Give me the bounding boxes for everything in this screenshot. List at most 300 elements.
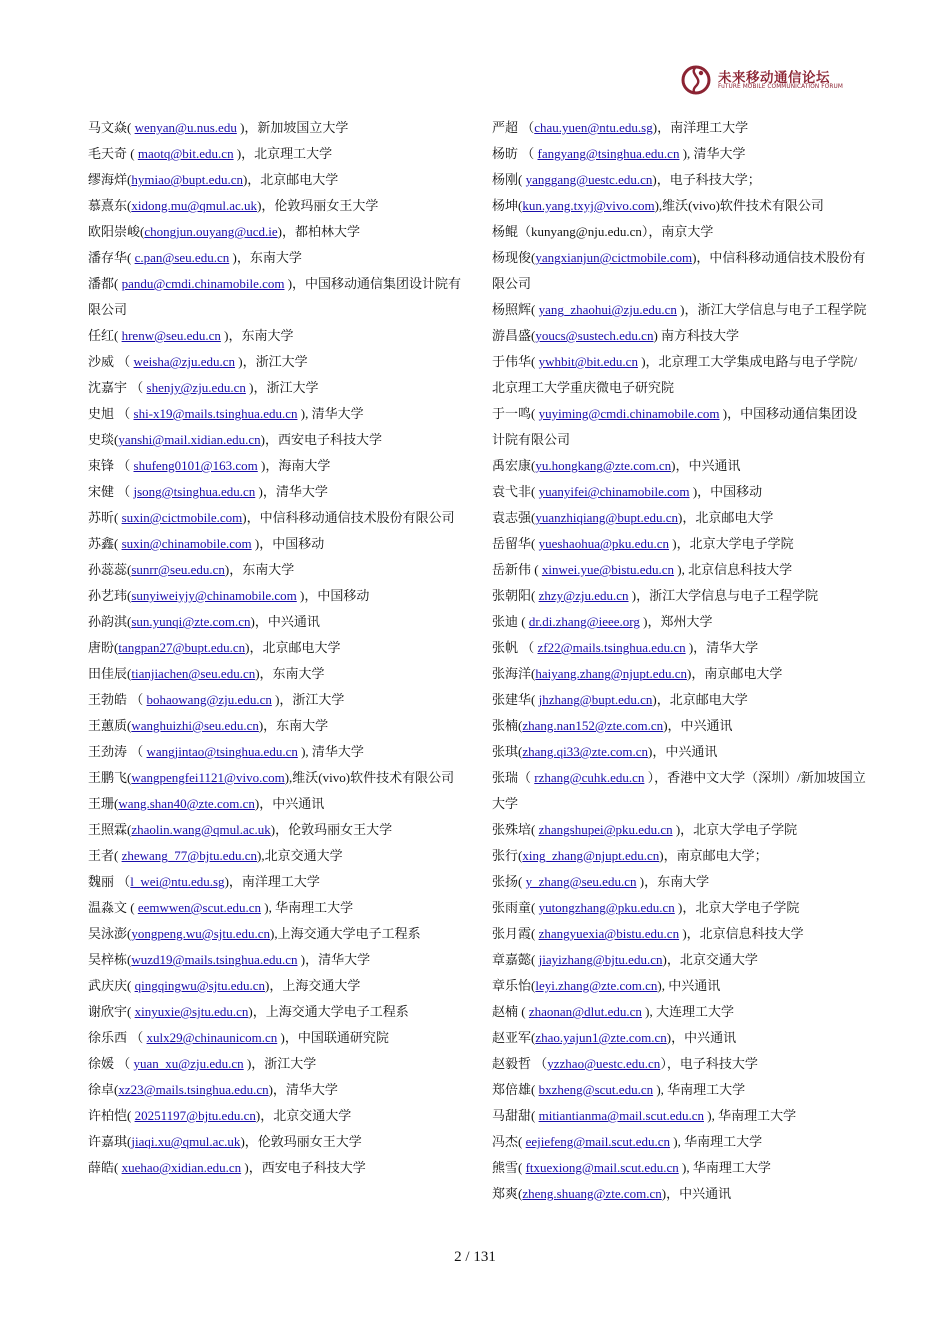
contact-name: 沙威 （ — [88, 354, 134, 369]
email-link[interactable]: wang.shan40@zte.com.cn — [118, 796, 255, 811]
contact-entry — [492, 999, 870, 1025]
contact-affiliation: ),维沃(vivo)软件技术有限公司 — [654, 198, 824, 213]
contact-name: 徐卓( — [88, 1082, 119, 1097]
email-link[interactable]: fangyang@tsinghua.edu.cn — [537, 146, 680, 161]
forum-logo-icon — [680, 64, 714, 98]
email-link[interactable]: yangxianjun@cictmobile.com — [535, 250, 693, 265]
contact-affiliation: ), 中兴通讯 — [657, 978, 721, 993]
email-link[interactable]: xinwei.yue@bistu.edu.cn — [541, 562, 675, 577]
contact-affiliation: )，电子科技大学； — [652, 172, 761, 187]
contact-affiliation: )，新加坡国立大学 — [236, 120, 349, 135]
contact-name: 张琪( — [492, 744, 523, 759]
email-link[interactable]: 20251197@bjtu.edu.cn — [134, 1108, 256, 1123]
contact-entry — [492, 219, 870, 245]
email-link[interactable]: tangpan27@bupt.edu.cn — [118, 640, 246, 655]
contact-entry — [88, 661, 466, 687]
email-link[interactable]: zhang.nan152@zte.com.cn — [522, 718, 664, 733]
contact-entry — [88, 765, 466, 791]
contact-name: 王蕙质( — [88, 718, 132, 733]
contact-affiliation: )，中兴通讯 — [254, 796, 325, 811]
contact-name: 岳新伟 ( — [492, 562, 542, 577]
contact-entry — [492, 635, 870, 661]
contact-entry — [492, 323, 870, 349]
email-link[interactable]: xidong.mu@qmul.ac.uk — [131, 198, 258, 213]
contact-affiliation: ), 清华大学 — [297, 744, 364, 759]
contact-entry — [492, 245, 870, 297]
contact-affiliation: )，东南大学 — [636, 874, 710, 889]
contact-name: 张瑞（ — [492, 770, 535, 785]
contact-name: 郑爽( — [492, 1186, 523, 1201]
email-link[interactable]: chongjun.ouyang@ucd.ie — [144, 224, 278, 239]
contact-entry — [88, 141, 466, 167]
contact-affiliation: )，清华大学 — [255, 484, 328, 499]
contact-name: 杨刚( — [492, 172, 526, 187]
contact-name: 孙韵淇( — [88, 614, 132, 629]
contact-entry — [88, 947, 466, 973]
contact-name: 武庆庆( — [88, 978, 135, 993]
email-link[interactable]: wuzd19@mails.tsinghua.edu.cn — [131, 952, 298, 967]
contact-affiliation: )，西安电子科技大学 — [241, 1160, 366, 1175]
contact-affiliation: )，上海交通大学电子工程系 — [248, 1004, 409, 1019]
contact-entry — [492, 1051, 870, 1077]
email-link[interactable]: zhangyuexia@bistu.edu.cn — [538, 926, 680, 941]
contact-name: 赵亚军( — [492, 1030, 536, 1045]
contact-affiliation: )，中兴通讯 — [671, 458, 741, 473]
contact-affiliation: )，浙江大学 — [245, 380, 319, 395]
email-link[interactable]: zhangshupei@pku.edu.cn — [538, 822, 673, 837]
email-link[interactable]: yang_zhaohui@zju.edu.cn — [538, 302, 677, 317]
contact-affiliation: )，东南大学 — [258, 718, 329, 733]
email-link[interactable]: tianjiachen@seu.edu.cn — [131, 666, 256, 681]
contact-name: 章嘉懿( — [492, 952, 539, 967]
contact-name: 赵楠 ( — [492, 1004, 529, 1019]
email-link[interactable]: y_zhang@seu.edu.cn — [525, 874, 637, 889]
contact-affiliation: )，北京理工大学集成电路与电子学院/北京理工大学重庆微电子研究院 — [492, 354, 858, 395]
email-link[interactable]: suxin@chinamobile.com — [121, 536, 252, 551]
contact-name: 王者( — [88, 848, 122, 863]
email-link[interactable]: yuyiming@cmdi.chinamobile.com — [538, 406, 720, 421]
contact-affiliation: )，伦敦玛丽女王大学 — [240, 1134, 362, 1149]
contact-entry — [88, 999, 466, 1025]
contact-entry — [492, 895, 870, 921]
contact-affiliation: )，北京邮电大学 — [242, 172, 339, 187]
email-link[interactable]: zhzy@zju.edu.cn — [538, 588, 629, 603]
contact-affiliation: )，南洋理工大学 — [652, 120, 749, 135]
contact-affiliation: )，上海交通大学 — [265, 978, 361, 993]
contact-affiliation: ), 北京信息科技大学 — [674, 562, 793, 577]
contact-entry — [492, 1181, 870, 1207]
contact-list-right — [492, 115, 870, 1207]
email-link[interactable]: zhao.yajun1@zte.com.cn — [535, 1030, 667, 1045]
contact-name: 袁志强( — [492, 510, 536, 525]
contact-affiliation: )，清华大学 — [268, 1082, 338, 1097]
contact-affiliation: )，海南大学 — [257, 458, 331, 473]
contact-affiliation: )，浙江大学信息与电子工程学院 — [676, 302, 867, 317]
contact-entry — [492, 531, 870, 557]
contact-affiliation: ），香港中文大学（深圳）/新加坡国立大学 — [492, 770, 866, 811]
email-link[interactable]: wangpengfei1121@vivo.com — [131, 770, 285, 785]
contact-name: 杨昉 （ — [492, 146, 538, 161]
email-link[interactable]: yongpeng.wu@sjtu.edu.cn — [131, 926, 271, 941]
contact-entry — [88, 869, 466, 895]
contact-name: 温淼文 ( — [88, 900, 138, 915]
contact-name: 潘存华( — [88, 250, 135, 265]
email-link[interactable]: jhzhang@bupt.edu.cn — [538, 692, 653, 707]
email-link[interactable]: xinyuxie@sjtu.edu.cn — [134, 1004, 249, 1019]
contact-entry — [492, 479, 870, 505]
contact-name: 杨坤( — [492, 198, 523, 213]
email-link[interactable]: yuanzhiqiang@bupt.edu.cn — [535, 510, 679, 525]
email-link[interactable]: xulx29@chinaunicom.cn — [146, 1030, 278, 1045]
contact-name: 赵毅哲 （ — [492, 1056, 548, 1071]
contact-name: 史琰( — [88, 432, 119, 447]
email-link[interactable]: xz23@mails.tsinghua.edu.cn — [118, 1082, 269, 1097]
contact-name: 杨鲲（kunyang@nju.edu.cn），南京大学 — [492, 224, 714, 239]
page-number: 2 / 131 — [454, 1249, 496, 1265]
contact-name: 游昌盛( — [492, 328, 536, 343]
contact-affiliation: )，清华大学 — [685, 640, 759, 655]
contact-name: 徐媛 （ — [88, 1056, 134, 1071]
contact-affiliation: )，北京邮电大学 — [678, 510, 774, 525]
contact-entry — [492, 557, 870, 583]
email-link[interactable]: ftxuexiong@mail.scut.edu.cn — [525, 1160, 679, 1175]
contact-name: 马文焱( — [88, 120, 135, 135]
email-link[interactable]: zheng.shuang@zte.com.cn — [522, 1186, 662, 1201]
contact-entry — [492, 843, 870, 869]
contact-affiliation: ),上海交通大学电子工程系 — [270, 926, 421, 941]
contact-affiliation: ), 华南理工大学 — [261, 900, 354, 915]
contact-entry — [492, 687, 870, 713]
contact-name: 杨现俊( — [492, 250, 536, 265]
contact-name: 马甜甜( — [492, 1108, 539, 1123]
contact-name: 吴梓栋( — [88, 952, 132, 967]
contact-entry — [492, 713, 870, 739]
contact-name: 任红( — [88, 328, 122, 343]
contact-entry — [492, 973, 870, 999]
email-link[interactable]: yueshaohua@pku.edu.cn — [538, 536, 669, 551]
contact-entry — [492, 297, 870, 323]
contact-entry — [492, 765, 870, 817]
contact-name: 禹宏康( — [492, 458, 536, 473]
email-link[interactable]: yu.hongkang@zte.com.cn — [535, 458, 672, 473]
email-link[interactable]: hrenw@seu.edu.cn — [121, 328, 221, 343]
contact-entry — [88, 895, 466, 921]
email-link[interactable]: leyi.zhang@zte.com.cn — [535, 978, 658, 993]
contact-name: 袁弋非( — [492, 484, 539, 499]
contact-name: 张行( — [492, 848, 523, 863]
contact-name: 郑倍雄( — [492, 1082, 539, 1097]
contact-entry — [88, 479, 466, 505]
contact-affiliation: )，中国移动通信集团设计院有限公司 — [492, 406, 858, 447]
contact-entry — [88, 375, 466, 401]
email-link[interactable]: zf22@mails.tsinghua.edu.cn — [537, 640, 686, 655]
email-link[interactable]: youcs@sustech.edu.cn — [535, 328, 654, 343]
contact-entry — [492, 661, 870, 687]
contact-entry — [492, 115, 870, 141]
contact-name: 沈嘉宇 （ — [88, 380, 147, 395]
email-link[interactable]: jsong@tsinghua.edu.cn — [133, 484, 256, 499]
contact-name: 张海洋( — [492, 666, 536, 681]
contact-affiliation: )，都柏林大学 — [277, 224, 360, 239]
contact-entry — [88, 1129, 466, 1155]
email-link[interactable]: qingqingwu@sjtu.edu.cn — [134, 978, 265, 993]
contact-entry — [88, 349, 466, 375]
email-link[interactable]: jiayizhang@bjtu.edu.cn — [538, 952, 663, 967]
contact-affiliation: )，北京信息科技大学 — [679, 926, 804, 941]
email-link[interactable]: wanghuizhi@seu.edu.cn — [131, 718, 259, 733]
contact-entry — [492, 739, 870, 765]
contact-name: 严超 （ — [492, 120, 535, 135]
contact-affiliation: )，东南大学 — [255, 666, 325, 681]
contact-name: 张帆 （ — [492, 640, 538, 655]
contact-entry — [88, 453, 466, 479]
email-link[interactable]: shenjy@zju.edu.cn — [146, 380, 246, 395]
contact-affiliation: )，南洋理工大学 — [224, 874, 320, 889]
contact-affiliation: )，南京邮电大学 — [687, 666, 783, 681]
email-link[interactable]: bohaowang@zju.edu.cn — [146, 692, 272, 707]
email-link[interactable]: xing_zhang@njupt.edu.cn — [522, 848, 660, 863]
contact-name: 孙艺玮( — [88, 588, 132, 603]
email-link[interactable]: ywhbit@bit.edu.cn — [538, 354, 638, 369]
contact-entry — [88, 1051, 466, 1077]
contact-entry — [492, 1155, 870, 1181]
email-link[interactable]: jiaqi.xu@qmul.ac.uk — [131, 1134, 241, 1149]
contact-name: 许柏恺( — [88, 1108, 135, 1123]
contact-affiliation: ), 华南理工大学 — [678, 1160, 771, 1175]
email-link[interactable]: shi-x19@mails.tsinghua.edu.cn — [133, 406, 298, 421]
contact-entry — [88, 973, 466, 999]
contact-affiliation: )，中信科移动通信技术股份有限公司 — [242, 510, 455, 525]
contact-name: 张扬( — [492, 874, 526, 889]
contact-entry — [88, 843, 466, 869]
contact-name: 王劲涛 （ — [88, 744, 147, 759]
email-link[interactable]: eemwwen@scut.edu.cn — [137, 900, 261, 915]
email-link[interactable]: haiyang.zhang@njupt.edu.cn — [535, 666, 688, 681]
contact-name: 徐乐西 （ — [88, 1030, 147, 1045]
contact-entry — [88, 271, 466, 323]
contact-name: 魏丽 （ — [88, 874, 131, 889]
contact-affiliation: ），电子科技大学 — [660, 1056, 758, 1071]
contact-name: 田佳辰( — [88, 666, 132, 681]
email-link[interactable]: c.pan@seu.edu.cn — [134, 250, 230, 265]
contact-name: 张建华( — [492, 692, 539, 707]
email-link[interactable]: maotq@bit.edu.cn — [137, 146, 234, 161]
contact-entry — [492, 583, 870, 609]
email-link[interactable]: weisha@zju.edu.cn — [133, 354, 236, 369]
contact-name: 王勃皓 （ — [88, 692, 147, 707]
contact-name: 欧阳崇峻( — [88, 224, 145, 239]
contact-entry — [492, 921, 870, 947]
contact-affiliation: ), 大连理工大学 — [641, 1004, 734, 1019]
contact-entry — [88, 427, 466, 453]
email-link[interactable]: zhang.qi33@zte.com.cn — [522, 744, 649, 759]
contact-affiliation: ),维沃(vivo)软件技术有限公司 — [284, 770, 455, 785]
forum-logo — [680, 64, 850, 98]
contact-entry — [88, 245, 466, 271]
email-link[interactable]: wenyan@u.nus.edu — [134, 120, 237, 135]
contact-name: 章乐怡( — [492, 978, 536, 993]
email-link[interactable]: shufeng0101@163.com — [133, 458, 258, 473]
contact-entry — [88, 1103, 466, 1129]
contact-affiliation: )，东南大学 — [220, 328, 294, 343]
contact-entry — [492, 817, 870, 843]
contact-entry — [88, 583, 466, 609]
contact-entry — [492, 141, 870, 167]
contact-name: 王珊( — [88, 796, 119, 811]
email-link[interactable]: mitiantianma@mail.scut.edu.cn — [538, 1108, 704, 1123]
contact-name: 王照霖( — [88, 822, 132, 837]
contact-name: 张楠( — [492, 718, 523, 733]
contact-entry — [88, 115, 466, 141]
contact-affiliation: )，中国移动 — [689, 484, 763, 499]
email-link[interactable]: zhewang_77@bjtu.edu.cn — [121, 848, 258, 863]
contact-affiliation: ),北京交通大学 — [257, 848, 343, 863]
contact-affiliation: )，北京大学电子学院 — [674, 900, 800, 915]
contact-name: 孙蕊蕊( — [88, 562, 132, 577]
email-link[interactable]: l_wei@ntu.edu.sg — [130, 874, 225, 889]
contact-affiliation: )，中国移动通信集团设计院有限公司 — [88, 276, 462, 317]
contact-name: 熊雪( — [492, 1160, 526, 1175]
email-link[interactable]: hymiao@bupt.edu.cn — [131, 172, 243, 187]
email-link[interactable]: yanshi@mail.xidian.edu.cn — [118, 432, 261, 447]
contact-entry — [88, 687, 466, 713]
email-link[interactable]: chau.yuen@ntu.edu.sg — [534, 120, 653, 135]
contact-name: 毛天奇 ( — [88, 146, 138, 161]
contact-affiliation: )，浙江大学 — [235, 354, 308, 369]
contact-affiliation: )，中兴通讯 — [663, 718, 733, 733]
contact-name: 王鹏飞( — [88, 770, 132, 785]
email-link[interactable]: zhaolin.wang@qmul.ac.uk — [131, 822, 271, 837]
contact-entry — [88, 609, 466, 635]
contact-entry — [88, 635, 466, 661]
contact-name: 束锋 （ — [88, 458, 134, 473]
email-link[interactable]: xuehao@xidian.edu.cn — [121, 1160, 242, 1175]
contact-affiliation: )，西安电子科技大学 — [260, 432, 382, 447]
contact-affiliation: )，伦敦玛丽女王大学 — [270, 822, 393, 837]
contact-affiliation: )，中兴通讯 — [648, 744, 718, 759]
email-link[interactable]: rzhang@cuhk.edu.cn — [534, 770, 645, 785]
contact-name: 唐盼( — [88, 640, 119, 655]
contact-affiliation: )，中兴通讯 — [661, 1186, 732, 1201]
contact-name: 许嘉琪( — [88, 1134, 132, 1149]
contact-name: 于一鸣( — [492, 406, 539, 421]
contact-entry — [88, 505, 466, 531]
contact-name: 苏鑫( — [88, 536, 122, 551]
email-link[interactable]: pandu@cmdi.chinamobile.com — [121, 276, 285, 291]
contact-name: 薛皓( — [88, 1160, 122, 1175]
contact-affiliation: )，伦敦玛丽女王大学 — [257, 198, 379, 213]
email-link[interactable]: zhaonan@dlut.edu.cn — [528, 1004, 642, 1019]
contact-affiliation: )，中兴通讯 — [250, 614, 320, 629]
contact-entry — [88, 739, 466, 765]
contact-entry — [492, 1077, 870, 1103]
email-link[interactable]: kun.yang.txyj@vivo.com — [522, 198, 655, 213]
contact-affiliation: )，中信科移动通信技术股份有限公司 — [492, 250, 866, 291]
logo-english-text: FuTURE MOBILE COMMUNICATION FORUM — [718, 84, 843, 90]
contact-affiliation: ), 清华大学 — [297, 406, 364, 421]
email-link[interactable]: wangjintao@tsinghua.edu.cn — [146, 744, 298, 759]
contact-entry — [88, 1025, 466, 1051]
contact-affiliation: )，中兴通讯 — [666, 1030, 737, 1045]
contact-entry — [88, 817, 466, 843]
contact-entry — [492, 193, 870, 219]
email-link[interactable]: sun.yunqi@zte.com.cn — [131, 614, 251, 629]
contact-entry — [492, 167, 870, 193]
contact-affiliation: ), 华南理工大学 — [670, 1134, 763, 1149]
contact-entry — [492, 947, 870, 973]
contact-affiliation: )，北京交通大学 — [255, 1108, 352, 1123]
contact-name: 于伟华( — [492, 354, 539, 369]
contact-affiliation: ), 清华大学 — [679, 146, 746, 161]
contact-affiliation: )，北京大学电子学院 — [668, 536, 794, 551]
contact-name: 潘都( — [88, 276, 122, 291]
contact-entry — [492, 453, 870, 479]
contact-name: 张朝阳( — [492, 588, 539, 603]
contact-entry — [492, 401, 870, 453]
contact-affiliation: )，北京交通大学 — [662, 952, 758, 967]
email-link[interactable]: sunrr@seu.edu.cn — [131, 562, 225, 577]
contact-entry — [88, 219, 466, 245]
contact-list-left — [88, 115, 466, 1181]
contact-affiliation: )，浙江大学信息与电子工程学院 — [628, 588, 819, 603]
email-link[interactable]: dr.di.zhang@ieee.org — [528, 614, 640, 629]
email-link[interactable]: yuan_xu@zju.edu.cn — [133, 1056, 244, 1071]
contact-entry — [88, 401, 466, 427]
contact-entry — [88, 1077, 466, 1103]
contact-entry — [88, 791, 466, 817]
email-link[interactable]: bxzheng@scut.edu.cn — [538, 1082, 654, 1097]
contact-entry — [492, 869, 870, 895]
contact-name: 宋健 （ — [88, 484, 134, 499]
contact-affiliation: )，中国移动 — [296, 588, 370, 603]
contact-entry — [492, 609, 870, 635]
contact-affiliation: )，北京邮电大学 — [652, 692, 748, 707]
contact-affiliation: )，北京大学电子学院 — [672, 822, 798, 837]
email-link[interactable]: suxin@cictmobile.com — [121, 510, 243, 525]
contact-entry — [88, 713, 466, 739]
contact-name: 冯杰( — [492, 1134, 526, 1149]
contact-affiliation: )，北京理工大学 — [233, 146, 333, 161]
contact-entry — [492, 1129, 870, 1155]
logo-chinese-text: 未来移动通信论坛 — [718, 70, 830, 86]
contact-affiliation: ), 华南理工大学 — [704, 1108, 797, 1123]
contact-affiliation: )，东南大学 — [229, 250, 302, 265]
contact-affiliation: ), 华南理工大学 — [653, 1082, 746, 1097]
contact-affiliation: )，北京邮电大学 — [245, 640, 341, 655]
contact-affiliation: )，南京邮电大学； — [659, 848, 768, 863]
email-link[interactable]: yzzhao@uestc.edu.cn — [547, 1056, 661, 1071]
email-link[interactable]: yutongzhang@pku.edu.cn — [538, 900, 675, 915]
contact-name: 张雨童( — [492, 900, 539, 915]
contact-entry — [492, 349, 870, 401]
contact-affiliation: )，清华大学 — [297, 952, 371, 967]
contact-affiliation: )，浙江大学 — [243, 1056, 317, 1071]
email-link[interactable]: eejiefeng@mail.scut.edu.cn — [525, 1134, 671, 1149]
email-link[interactable]: sunyiweiyjy@chinamobile.com — [131, 588, 297, 603]
contact-entry — [88, 167, 466, 193]
contact-entry — [492, 1025, 870, 1051]
email-link[interactable]: yanggang@uestc.edu.cn — [525, 172, 653, 187]
contact-entry — [88, 1155, 466, 1181]
contact-affiliation: )，中国联通研究院 — [277, 1030, 389, 1045]
contact-name: 张殊培( — [492, 822, 539, 837]
email-link[interactable]: yuanyifei@chinamobile.com — [538, 484, 690, 499]
contact-name: 杨照辉( — [492, 302, 539, 317]
contact-entry — [88, 323, 466, 349]
contact-entry — [88, 557, 466, 583]
contact-name: 史旭 （ — [88, 406, 134, 421]
contact-affiliation: )，郑州大学 — [639, 614, 713, 629]
